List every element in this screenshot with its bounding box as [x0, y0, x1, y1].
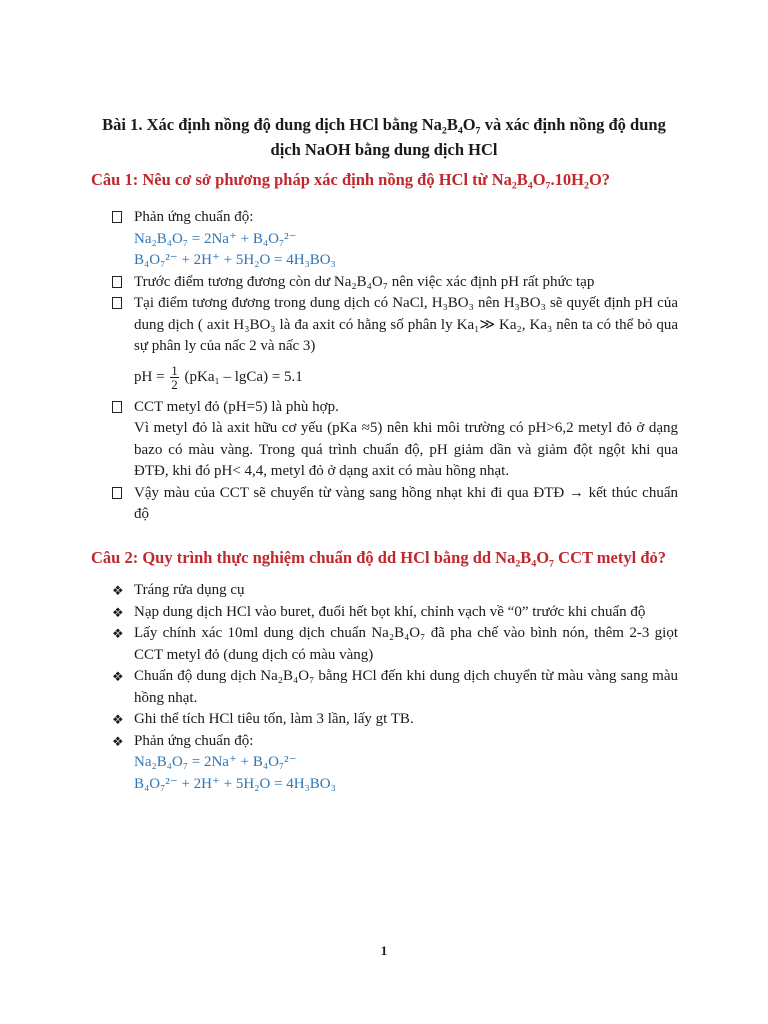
question-1-heading: Câu 1: Nêu cơ sở phương pháp xác định nồng độ HCl từ Na₂B₄O₇.10H₂O?	[91, 170, 611, 189]
checkbox-square-icon	[112, 483, 126, 507]
list-item	[112, 602, 678, 624]
fraction-denominator: 2	[171, 376, 178, 392]
list-item	[112, 293, 678, 391]
diamond-bullet-icon: ❖	[112, 583, 124, 598]
fraction-numerator: 1	[171, 362, 178, 378]
equation-1: Na₂B₄O₇ = 2Na⁺ + B₄O₇²⁻	[134, 230, 297, 247]
list-item	[112, 483, 678, 526]
list-item	[112, 207, 678, 272]
list-item-text: CCT metyl đỏ (pH=5) là phù hợp.	[134, 398, 339, 415]
list-item	[112, 623, 678, 666]
list-item	[112, 272, 678, 294]
question-2-heading: Câu 2: Quy trình thực nghiệm chuẩn độ dd HCl bằng dd Na₂B₄O₇ CCT metyl đỏ?	[91, 548, 667, 567]
ph-formula-left: pH =	[134, 368, 165, 385]
list-item-text: Lấy chính xác 10ml dung dịch chuẩn Na₂B₄O₇ đã pha chế vào bình nón, thêm 2-3 giọt CCT metyl đỏ (dung dịch có màu vàng)	[134, 625, 678, 663]
question-2-answer	[112, 580, 678, 795]
diamond-bullet-icon: ❖	[112, 712, 124, 727]
diamond-bullet-icon: ❖	[112, 733, 124, 749]
list-item	[112, 709, 678, 731]
checkbox-square-icon	[112, 397, 126, 421]
list-item	[112, 580, 678, 602]
document-title	[95, 112, 673, 162]
fraction	[170, 364, 179, 391]
equation-2: B₄O₇²⁻ + 2H⁺ + 5H₂O = 4H₃BO₃	[134, 775, 336, 792]
page-number: 1	[380, 943, 388, 958]
ph-formula-right: (pKa₁ – lgCa) = 5.1	[184, 368, 303, 385]
checkbox-square-icon	[112, 272, 126, 296]
list-item-text: Phản ứng chuẩn độ:	[134, 209, 254, 225]
list-item-text: Tráng rửa dụng cụ	[134, 582, 245, 598]
diamond-bullet-icon: ❖	[112, 669, 124, 684]
metyl-explanation: Vì metyl đỏ là axit hữu cơ yếu (pKa ≈5) nên khi môi trường có pH>6,2 metyl đỏ ở dạng bazo có màu vàng. Trong quá trình chuẩn độ, pH giảm dần và giảm đột ngột khi qua ĐTĐ, khi đó pH< 4,4, metyl đỏ ở dạng axit có màu hồng nhạt.	[134, 420, 678, 479]
list-item-text: Trước điểm tương đương còn dư Na₂B₄O₇ nên việc xác định pH rất phức tạp	[134, 273, 595, 290]
ph-formula	[134, 364, 678, 391]
title-line-2: dịch NaOH bằng dung dịch HCl	[270, 140, 498, 159]
equation-2: B₄O₇²⁻ + 2H⁺ + 5H₂O = 4H₃BO₃	[134, 252, 336, 268]
checkbox-square-icon	[112, 207, 126, 231]
equation-1: Na₂B₄O₇ = 2Na⁺ + B₄O₇²⁻	[134, 754, 297, 770]
diamond-bullet-icon: ❖	[112, 604, 124, 620]
list-item-text: Chuẩn độ dung dịch Na₂B₄O₇ bằng HCl đến khi dung dịch chuyển từ màu vàng sang màu hồng nhạt.	[134, 668, 678, 706]
list-item-text: Nạp dung dịch HCl vào buret, đuổi hết bọt khí, chỉnh vạch về “0” trước khi chuẩn độ	[134, 603, 646, 620]
list-item	[112, 666, 678, 709]
diamond-bullet-icon: ❖	[112, 626, 124, 641]
question-1-answer	[112, 207, 678, 526]
list-item-text: Phản ứng chuẩn độ:	[134, 732, 254, 749]
list-item-text: Tại điểm tương đương trong dung dịch có NaCl, H₃BO₃ nên H₃BO₃ sẽ quyết định pH của dung dịch ( axit H₃BO₃ là đa axit có hằng số phân ly Ka₁≫ Ka₂, Ka₃ nên ta có thể bỏ qua sự phân ly của nấc 2 và nấc 3)	[134, 295, 678, 354]
list-item	[112, 731, 678, 796]
list-item-text: Vậy màu của CCT sẽ chuyển từ vàng sang hồng nhạt khi đi qua ĐTĐ → kết thúc chuẩn độ	[134, 484, 678, 522]
list-item	[112, 397, 678, 483]
title-line-1: Bài 1. Xác định nồng độ dung dịch HCl bằng Na₂B₄O₇ và xác định nồng độ dung	[102, 115, 666, 134]
list-item-text: Ghi thể tích HCl tiêu tốn, làm 3 lần, lấy gt TB.	[134, 711, 414, 727]
checkbox-square-icon	[112, 293, 126, 317]
